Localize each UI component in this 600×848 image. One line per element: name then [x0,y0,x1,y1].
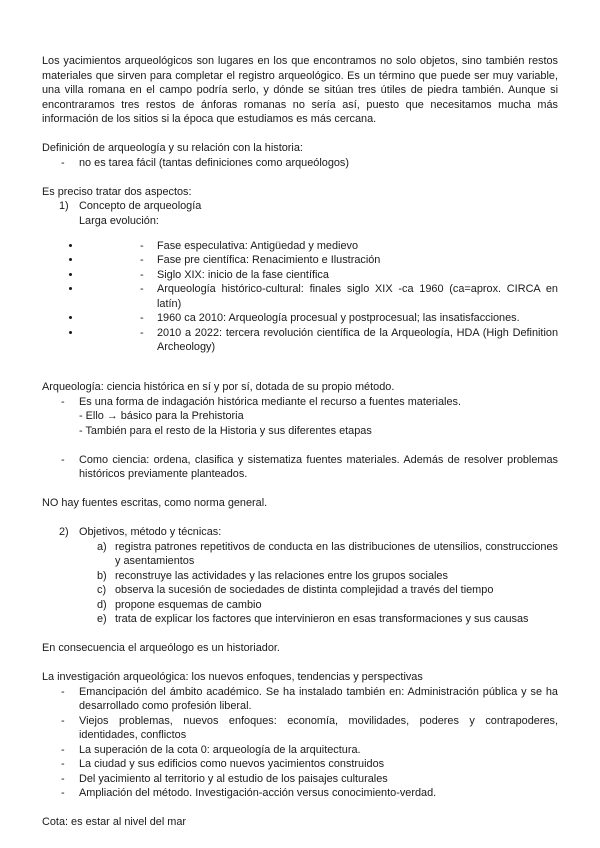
spacer [42,170,558,185]
spacer [42,438,558,453]
list-marker: a) [97,540,107,553]
spacer [42,482,558,497]
list-item-text: observa la sucesión de sociedades de distinta complejidad a través del tiempo [115,584,494,597]
spacer [42,801,558,816]
evolucion-label: Larga evolución: [79,214,159,227]
arqueologia-list [42,395,558,410]
sub-line: - También para el resto de la Historia y sus diferentes etapas [79,424,372,437]
evolucion-list [42,239,558,355]
spacer [42,366,558,381]
spacer [42,656,558,671]
numbered-item [42,525,558,540]
list-item [42,540,558,569]
list-item: - La ciudad y sus edificios como nuevos yacimientos construidos [42,757,558,772]
arqueologia-list-2 [42,453,558,482]
list-item-text: reconstruye las actividades y las relaciones entre los grupos sociales [115,569,448,582]
aspectos-list [42,199,558,214]
list-item: - Ampliación del método. Investigación-acción versus conocimiento-verdad. [42,786,558,801]
list-item-text: trata de explicar los factores que intervinieron en esas transformaciones y sus causas [115,613,529,626]
arqueologia-title: Arqueología: ciencia histórica en sí y por sí, dotada de su propio método. [42,381,395,394]
investigacion-title: La investigación arqueológica: los nuevos enfoques, tendencias y perspectivas [42,671,423,684]
list-item: - • 1960 ca 2010: Arqueología procesual y postprocesual; las insatisfacciones. [82,311,558,326]
list-item: - • Fase pre científica: Renacimiento e Ilustración [82,253,558,268]
investigacion-list [42,685,558,801]
list-item [42,598,558,613]
numbered-item-label: Objetivos, método y técnicas: [79,526,222,539]
fuentes-line: NO hay fuentes escritas, como norma general. [42,497,268,510]
list-marker: 2) [59,526,69,539]
numbered-item [42,199,558,214]
spacer [42,127,558,142]
list-item: - Es una forma de indagación histórica mediante el recurso a fuentes materiales. [42,395,558,410]
cota-line: Cota: es estar al nivel del mar [42,816,187,829]
list-item: - • 2010 a 2022: tercera revolución científica de la Arqueología, HDA (High Definition Archeology) [82,326,558,355]
list-marker: e) [97,613,107,626]
spacer [42,511,558,526]
list-item [42,612,558,627]
list-item: - La superación de la cota 0: arqueología de la arquitectura. [42,743,558,758]
list-item: - no es tarea fácil (tantas definiciones como arqueólogos) [42,156,558,171]
objetivos-list [42,525,558,540]
numbered-item-label: Concepto de arqueología [79,200,202,212]
list-item: - • Arqueología histórico-cultural: finales siglo XIX -ca 1960 (ca=aprox. CIRCA en latín) [82,282,558,311]
list-marker: 1) [59,200,69,212]
list-item: - • Siglo XIX: inicio de la fase científica [82,268,558,283]
list-item [42,583,558,598]
definicion-title: Definición de arqueología y su relación con la historia: [42,142,303,154]
spacer [42,627,558,642]
consecuencia-line: En consecuencia el arqueólogo es un historiador. [42,642,280,655]
list-item: - Como ciencia: ordena, clasifica y sistematiza fuentes materiales. Además de resolver problemas históricos previamente planteados. [42,453,558,482]
intro-paragraph: Los yacimientos arqueológicos son lugares en los que encontramos no solo objetos, sino también restos materiales que sirven para completar el registro arqueológico. Es un término que puede ser muy variable, una villa romana en el campo podría serlo, y dónde se sitúan tres útiles de piedra también. Aunque si encontraramos tres restos de ánforas romanas no sería así, puesto que necesitamos mucha más información de los sitios si la época que estudiamos es más cercana. [42,55,558,125]
list-item-text: registra patrones repetitivos de conducta en las distribuciones de utensilios, construcciones y asentamientos [115,540,558,568]
aspectos-title: Es preciso tratar dos aspectos: [42,185,192,198]
list-item-text: propone esquemas de cambio [115,598,262,611]
sub-line: - Ello → básico para la Prehistoria [79,410,244,423]
list-item: - Emancipación del ámbito académico. Se ha instalado también en: Administración pública y se ha desarrollado como profesión liberal. [42,685,558,714]
list-marker: c) [97,584,107,597]
objetivos-sublist [42,540,558,627]
list-item: - Viejos problemas, nuevos enfoques: economía, movilidades, poderes y contrapoderes, identidades, conflictos [42,714,558,743]
list-item: - Del yacimiento al territorio y al estudio de los paisajes culturales [42,772,558,787]
list-item: - • Fase especulativa: Antigüedad y medievo [82,239,558,254]
list-item [42,569,558,584]
definicion-list [42,156,558,171]
list-marker: d) [97,598,107,611]
list-marker: b) [97,569,107,582]
